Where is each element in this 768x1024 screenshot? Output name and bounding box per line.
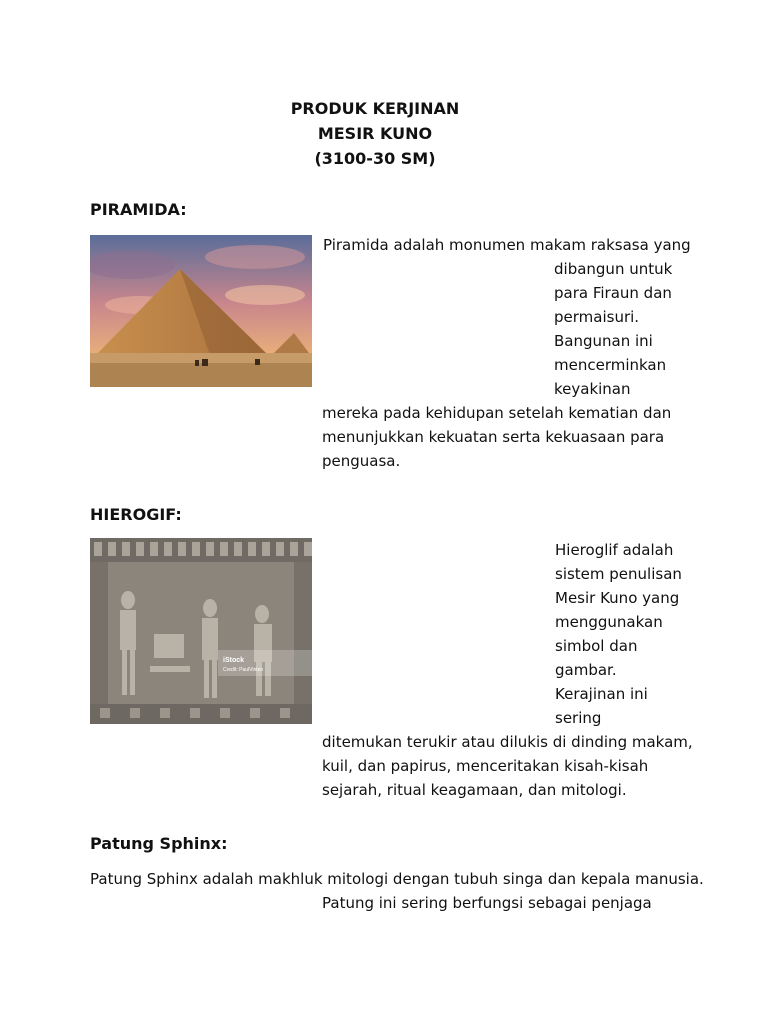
section-heading-hierogif: HIEROGIF:: [90, 505, 182, 524]
pyramid-image: [90, 235, 312, 387]
hierogif-text-line: gambar.: [555, 661, 617, 679]
piramida-text-line: dibangun untuk: [554, 260, 673, 278]
piramida-text-line: Piramida adalah monumen makam raksasa yang: [323, 236, 691, 254]
sphinx-text-line: Patung ini sering berfungsi sebagai penjaga: [322, 894, 652, 912]
piramida-text-line: mereka pada kehidupan setelah kematian dan: [322, 404, 672, 422]
title-line-1: PRODUK KERJINAN: [290, 99, 460, 118]
hierogif-text-line: ditemukan terukir atau dilukis di dinding makam,: [322, 733, 693, 751]
hierogif-text-line: sejarah, ritual keagamaan, dan mitologi.: [322, 781, 627, 799]
hierogif-text-line: Mesir Kuno yang: [555, 589, 680, 607]
hierogif-text-line: Hieroglif adalah: [555, 541, 674, 559]
hierogif-text-line: simbol dan: [555, 637, 638, 655]
image-watermark: iStock: [223, 657, 245, 664]
hierogif-text-line: kuil, dan papirus, menceritakan kisah-kisah: [322, 757, 649, 775]
image-credit: Credit: PaulVinten: [223, 667, 264, 673]
title-line-3: (3100-30 SM): [314, 149, 436, 168]
piramida-text-line: keyakinan: [554, 380, 631, 398]
piramida-text-line: menunjukkan kekuatan serta kekuasaan para: [322, 428, 665, 446]
sphinx-text-line: Patung Sphinx adalah makhluk mitologi dengan tubuh singa dan kepala manusia.: [90, 870, 704, 888]
piramida-text-line: penguasa.: [322, 452, 401, 470]
hierogif-text-line: sistem penulisan: [555, 565, 682, 583]
hierogif-text-line: menggunakan: [555, 613, 663, 631]
hierogif-text-line: Kerajinan ini: [555, 685, 648, 703]
page-title: [220, 96, 530, 171]
piramida-text-line: mencerminkan: [554, 356, 667, 374]
hieroglyph-image: [90, 538, 312, 724]
title-line-2: MESIR KUNO: [317, 124, 433, 143]
hierogif-text-line: sering: [555, 709, 602, 727]
section-heading-piramida: PIRAMIDA:: [90, 200, 187, 219]
piramida-text-line: permaisuri.: [554, 308, 640, 326]
piramida-text-line: para Firaun dan: [554, 284, 672, 302]
section-heading-sphinx: Patung Sphinx:: [90, 834, 228, 853]
piramida-text-line: Bangunan ini: [554, 332, 653, 350]
